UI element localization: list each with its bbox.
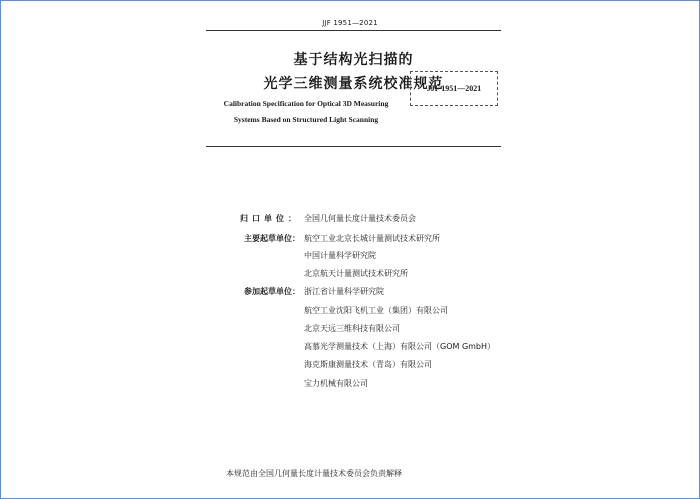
title-en-line2: Systems Based on Structured Light Scanning [233, 115, 379, 124]
main-drafting-unit: 中国计量科学研究院 [304, 251, 376, 260]
title-cn-line1: 基于结构光扫描的 [293, 52, 414, 68]
main-drafting-unit: 航空工业北京长城计量测试技术研究所 [304, 234, 440, 243]
main-drafting-label: 主要起草单位： [244, 234, 300, 243]
title-en-line1: Calibration Specification for Optical 3D Measuring [223, 99, 389, 108]
participating-unit: 宝力机械有限公司 [304, 379, 368, 388]
main-drafting-unit: 北京航天计量测试技术研究所 [304, 269, 408, 278]
responsible-unit-label: 归口单位： [240, 214, 300, 223]
participating-unit: 北京天远三维科技有限公司 [304, 324, 400, 333]
responsible-unit-value: 全国几何量长度计量技术委员会 [304, 214, 416, 223]
header-code: JJF 1951—2021 [322, 19, 378, 27]
title-cn-line2: 光学三维测量系统校准规范 [263, 76, 444, 92]
participating-unit: 浙江省计量科学研究院 [304, 287, 384, 296]
code-box: JJF 1951—2021 [410, 71, 498, 106]
participating-unit: 高慕光学测量技术（上海）有限公司（GOM GmbH） [304, 342, 496, 351]
participating-unit: 海克斯康测量技术（青岛）有限公司 [304, 360, 432, 369]
footer-note: 本规范由全国几何量长度计量技术委员会负责解释 [226, 469, 402, 478]
bottom-rule [206, 146, 501, 147]
participating-label: 参加起草单位： [244, 287, 300, 296]
participating-unit: 航空工业沈阳飞机工业（集团）有限公司 [304, 306, 448, 315]
top-rule [206, 30, 501, 31]
